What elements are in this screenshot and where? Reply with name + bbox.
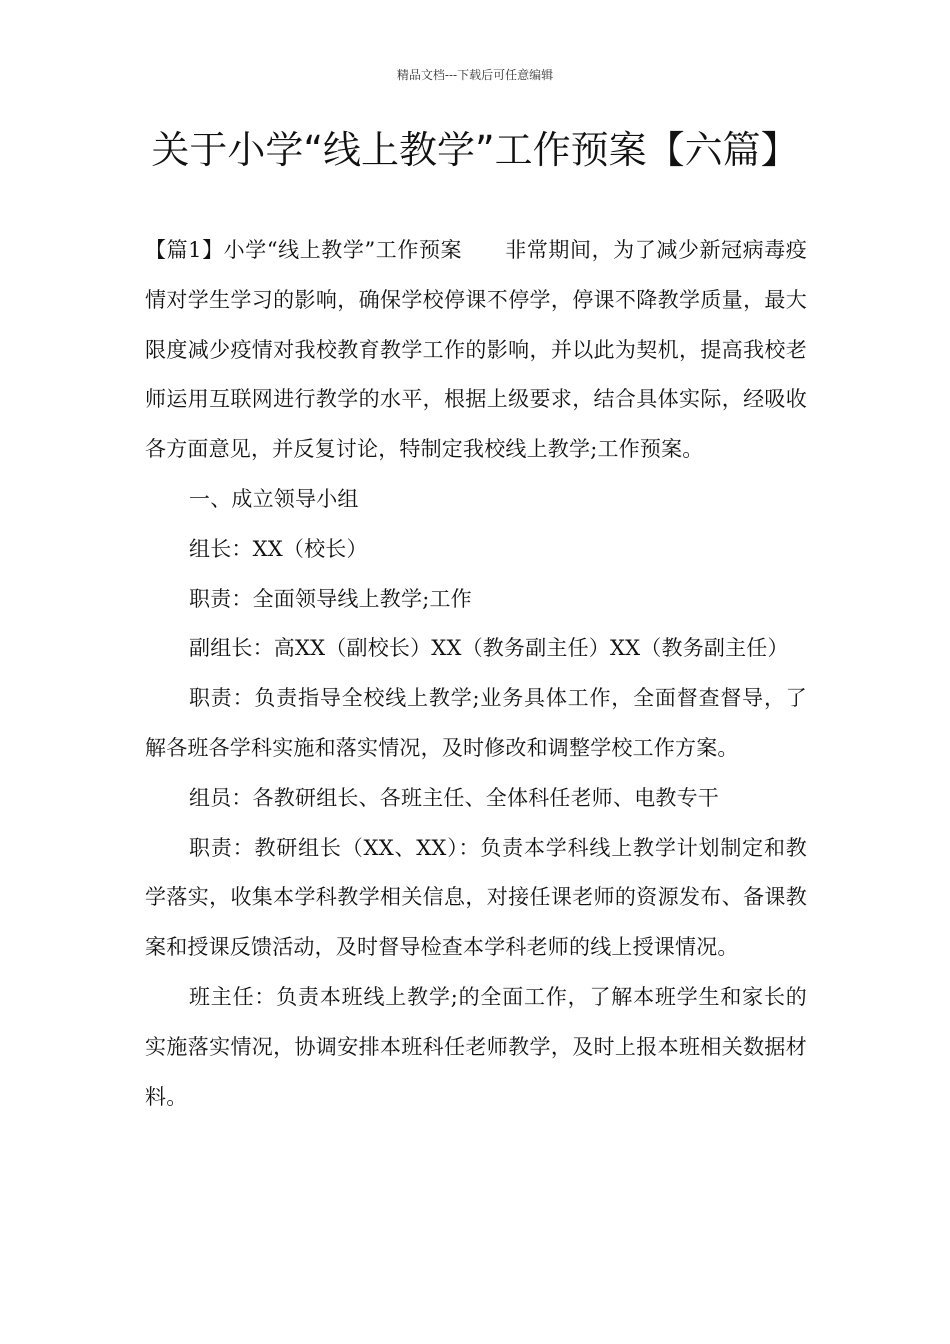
paragraph-deputy-duty: 职责：负责指导全校线上教学;业务具体工作，全面督查督导，了解各班各学科实施和落实情况，及时修改和调整学校工作方案。 [145,686,807,760]
paragraph-members-duty: 职责：教研组长（XX、XX）：负责本学科线上教学计划制定和教学落实，收集本学科教学相关信息，对接任课老师的资源发布、备课教案和授课反馈活动，及时督导检查本学科老师的线上授课情况。 [145,835,807,960]
paragraph-class-teacher: 班主任：负责本班线上教学;的全面工作，了解本班学生和家长的实施落实情况，协调安排本班科任老师教学，及时上报本班相关数据材料。 [145,984,807,1109]
paragraph-leader: 组长：XX（校长） [189,536,368,561]
section-heading: 一、成立领导小组 [189,486,359,511]
document-title: 关于小学“线上教学”工作预案【六篇】 [151,128,799,172]
paragraph-deputy: 副组长：高XX（副校长）XX（教务副主任）XX（教务副主任） [189,636,789,661]
paragraph-leader-duty: 职责：全面领导线上教学;工作 [189,586,472,611]
paragraph-members: 组员：各教研组长、各班主任、全体科任老师、电教专干 [189,785,719,810]
document-body [145,226,807,1122]
page-header-note: 精品文档---下载后可任意编辑 [396,68,554,82]
paragraph-intro: 【篇1】小学“线上教学”工作预案 非常期间，为了减少新冠病毒疫情对学生学习的影响，确保学校停课不停学，停课不降教学质量，最大限度减少疫情对我校教育教学工作的影响，并以此为契机，提高我校老师运用互联网进行教学的水平，根据上级要求，结合具体实际，经吸收各方面意见，并反复讨论，特制定我校线上教学;工作预案。 [145,238,807,462]
